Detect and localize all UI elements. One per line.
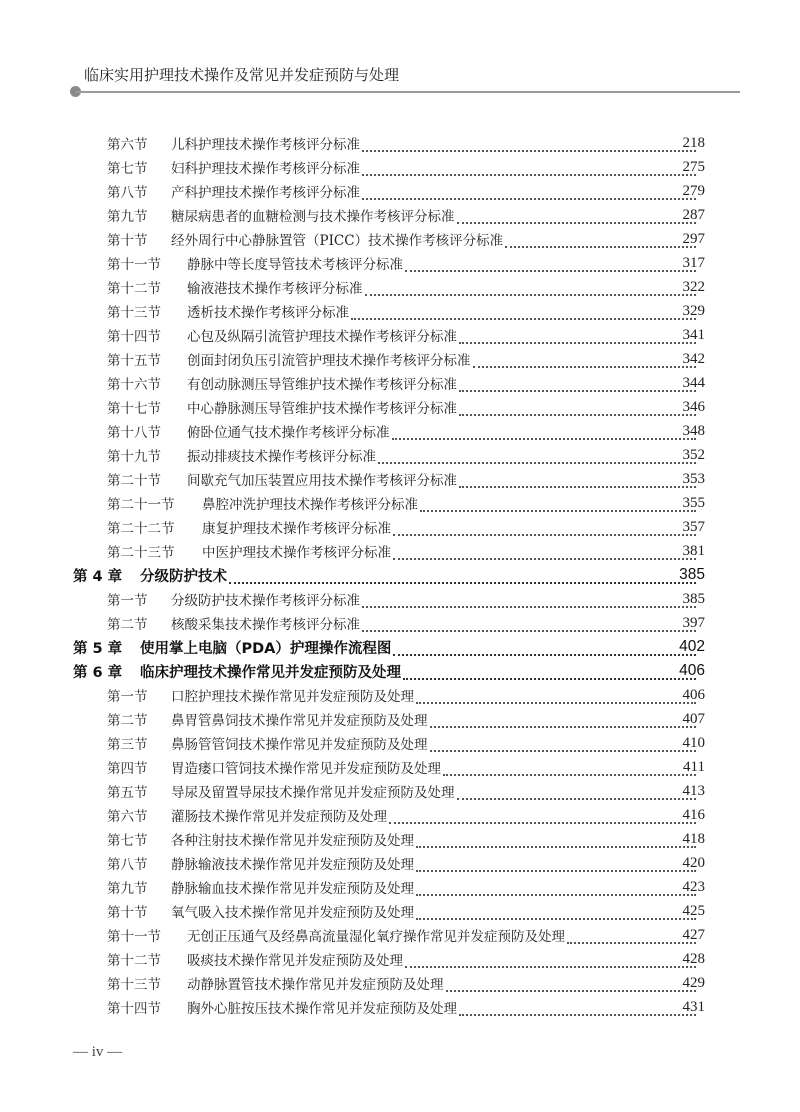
toc-entry-title: 有创动脉测压导管维护技术操作考核评分标准: [187, 377, 457, 393]
toc-entry-label: 第十二节: [107, 953, 161, 969]
dot-leader: [457, 788, 696, 800]
toc-entry-title: 氧气吸入技术操作常见并发症预防及处理: [171, 905, 414, 921]
toc-entry-title: 鼻腔冲洗护理技术操作考核评分标准: [202, 497, 418, 513]
toc-section-entry[interactable]: [0, 875, 800, 899]
toc-section-entry[interactable]: [0, 923, 800, 947]
dot-leader: [459, 380, 696, 392]
dot-leader: [393, 548, 696, 560]
toc-entry-label: 第七节: [107, 161, 148, 177]
toc-entry-title: 间歇充气加压装置应用技术操作考核评分标准: [187, 473, 457, 489]
dot-leader: [392, 428, 696, 440]
dot-leader: [403, 668, 696, 680]
dot-leader: [405, 956, 696, 968]
toc-entry-label: 第一节: [107, 593, 148, 609]
toc-entry-label: 第十二节: [107, 281, 161, 297]
toc-section-entry[interactable]: [0, 299, 800, 323]
toc-section-entry[interactable]: [0, 179, 800, 203]
dot-leader: [365, 284, 696, 296]
toc-entry-title: 胸外心脏按压技术操作常见并发症预防及处理: [187, 1001, 457, 1017]
toc-entry-title: 创面封闭负压引流管护理技术操作考核评分标准: [187, 353, 471, 369]
toc-entry-page-number: 218: [682, 134, 705, 151]
toc-entry-title: 中医护理技术操作考核评分标准: [202, 545, 391, 561]
toc-entry-label: 第一节: [107, 689, 148, 705]
toc-entry-title: 儿科护理技术操作考核评分标准: [171, 137, 360, 153]
toc-entry-title: 产科护理技术操作考核评分标准: [171, 185, 360, 201]
running-head-title: 临床实用护理技术操作及常见并发症预防与处理: [84, 66, 400, 84]
toc-section-entry[interactable]: [0, 443, 800, 467]
toc-entry-label: 第八节: [107, 185, 148, 201]
toc-section-entry[interactable]: [0, 371, 800, 395]
toc-entry-title: 无创正压通气及经鼻高流量湿化氧疗操作常见并发症预防及处理: [187, 929, 565, 945]
dot-leader: [362, 596, 696, 608]
toc-entry-page-number: 341: [682, 326, 705, 343]
toc-entry-title: 各种注射技术操作常见并发症预防及处理: [171, 833, 414, 849]
toc-entry-title: 静脉输液技术操作常见并发症预防及处理: [171, 857, 414, 873]
toc-entry-page-number: 406: [679, 662, 705, 679]
toc-entry-page-number: 431: [682, 998, 705, 1015]
toc-entry-title: 鼻胃管鼻饲技术操作常见并发症预防及处理: [171, 713, 428, 729]
toc-entry-label: 第三节: [107, 737, 148, 753]
toc-section-entry[interactable]: [0, 995, 800, 1019]
toc-section-entry[interactable]: [0, 827, 800, 851]
dot-leader: [567, 932, 696, 944]
toc-entry-title: 康复护理技术操作考核评分标准: [202, 521, 391, 537]
toc-entry-title: 经外周行中心静脉置管（PICC）技术操作考核评分标准: [171, 233, 504, 249]
toc-entry-page-number: 297: [682, 230, 705, 247]
toc-entry-label: 第二十二节: [107, 521, 175, 537]
toc-entry-page-number: 427: [682, 926, 705, 943]
toc-entry-label: 第十四节: [107, 329, 161, 345]
header-rule: [76, 91, 740, 93]
toc-entry-title: 吸痰技术操作常见并发症预防及处理: [187, 953, 403, 969]
toc-entry-label: 第四节: [107, 761, 148, 777]
toc-section-entry[interactable]: [0, 755, 800, 779]
toc-entry-title: 口腔护理技术操作常见并发症预防及处理: [171, 689, 414, 705]
toc-entry-page-number: 279: [682, 182, 705, 199]
toc-section-entry[interactable]: [0, 899, 800, 923]
toc-entry-label: 第 5 章: [73, 640, 123, 657]
dot-leader: [459, 404, 696, 416]
toc-entry-title: 动静脉置管技术操作常见并发症预防及处理: [187, 977, 444, 993]
toc-entry-label: 第 4 章: [73, 568, 123, 585]
toc-entry-page-number: 348: [682, 422, 705, 439]
toc-entry-label: 第二十一节: [107, 497, 175, 513]
toc-entry-title: 导尿及留置导尿技术操作常见并发症预防及处理: [171, 785, 455, 801]
toc-chapter-entry[interactable]: [0, 659, 800, 683]
toc-entry-page-number: 344: [682, 374, 705, 391]
dot-leader: [446, 980, 696, 992]
toc-section-entry[interactable]: [0, 395, 800, 419]
dot-leader: [362, 620, 696, 632]
toc-entry-page-number: 402: [679, 638, 705, 655]
toc-entry-label: 第六节: [107, 137, 148, 153]
toc-section-entry[interactable]: [0, 131, 800, 155]
dot-leader: [457, 212, 696, 224]
dot-leader: [351, 308, 696, 320]
dot-leader: [229, 572, 696, 584]
toc-entry-label: 第九节: [107, 209, 148, 225]
dot-leader: [393, 524, 696, 536]
toc-entry-page-number: 413: [682, 782, 705, 799]
toc-entry-page-number: 406: [682, 686, 705, 703]
toc-section-entry[interactable]: [0, 731, 800, 755]
toc-entry-label: 第十九节: [107, 449, 161, 465]
toc-section-entry[interactable]: [0, 275, 800, 299]
toc-entry-page-number: 346: [682, 398, 705, 415]
toc-entry-page-number: 355: [682, 494, 705, 511]
toc-section-entry[interactable]: [0, 971, 800, 995]
toc-entry-page-number: 352: [682, 446, 705, 463]
toc-entry-title: 振动排痰技术操作考核评分标准: [187, 449, 376, 465]
toc-entry-page-number: 322: [682, 278, 705, 295]
table-of-contents: [0, 131, 800, 1019]
toc-entry-page-number: 357: [682, 518, 705, 535]
toc-entry-label: 第十节: [107, 905, 148, 921]
toc-entry-label: 第十一节: [107, 929, 161, 945]
dot-leader: [473, 356, 696, 368]
toc-section-entry[interactable]: [0, 587, 800, 611]
toc-entry-title: 透析技术操作考核评分标准: [187, 305, 349, 321]
toc-entry-label: 第七节: [107, 833, 148, 849]
toc-section-entry[interactable]: [0, 947, 800, 971]
dot-leader: [416, 908, 696, 920]
toc-entry-page-number: 381: [682, 542, 705, 559]
toc-entry-title: 临床护理技术操作常见并发症预防及处理: [140, 664, 401, 681]
toc-section-entry[interactable]: [0, 203, 800, 227]
dot-leader: [430, 716, 696, 728]
toc-section-entry[interactable]: [0, 227, 800, 251]
toc-entry-page-number: 418: [682, 830, 705, 847]
toc-entry-page-number: 275: [682, 158, 705, 175]
toc-entry-label: 第十四节: [107, 1001, 161, 1017]
toc-section-entry[interactable]: [0, 491, 800, 515]
toc-section-entry[interactable]: [0, 683, 800, 707]
toc-entry-page-number: 407: [682, 710, 705, 727]
toc-entry-label: 第五节: [107, 785, 148, 801]
toc-entry-title: 分级防护技术: [140, 568, 227, 585]
dot-leader: [459, 1004, 696, 1016]
toc-section-entry[interactable]: [0, 803, 800, 827]
toc-entry-title: 静脉输血技术操作常见并发症预防及处理: [171, 881, 414, 897]
dot-leader: [405, 260, 696, 272]
dot-leader: [393, 644, 696, 656]
toc-entry-title: 中心静脉测压导管维护技术操作考核评分标准: [187, 401, 457, 417]
toc-entry-page-number: 428: [682, 950, 705, 967]
dot-leader: [459, 476, 696, 488]
toc-section-entry[interactable]: [0, 467, 800, 491]
toc-entry-label: 第八节: [107, 857, 148, 873]
toc-section-entry[interactable]: [0, 347, 800, 371]
toc-entry-page-number: 397: [682, 614, 705, 631]
dot-leader: [416, 692, 696, 704]
dot-leader: [416, 860, 696, 872]
toc-section-entry[interactable]: [0, 611, 800, 635]
toc-section-entry[interactable]: [0, 515, 800, 539]
toc-entry-label: 第二节: [107, 713, 148, 729]
toc-chapter-entry[interactable]: [0, 635, 800, 659]
toc-entry-label: 第二十三节: [107, 545, 175, 561]
page-number-folio: — iv —: [73, 1044, 123, 1060]
toc-section-entry[interactable]: [0, 155, 800, 179]
dot-leader: [430, 740, 696, 752]
toc-entry-title: 静脉中等长度导管技术考核评分标准: [187, 257, 403, 273]
toc-entry-title: 使用掌上电脑（PDA）护理操作流程图: [140, 640, 392, 657]
dot-leader: [416, 836, 696, 848]
toc-entry-title: 心包及纵隔引流管护理技术操作考核评分标准: [187, 329, 457, 345]
toc-entry-label: 第十一节: [107, 257, 161, 273]
toc-entry-page-number: 429: [682, 974, 705, 991]
toc-entry-page-number: 329: [682, 302, 705, 319]
toc-section-entry[interactable]: [0, 707, 800, 731]
dot-leader: [389, 812, 696, 824]
toc-section-entry[interactable]: [0, 851, 800, 875]
toc-section-entry[interactable]: [0, 419, 800, 443]
dot-leader: [362, 140, 696, 152]
toc-entry-page-number: 287: [682, 206, 705, 223]
toc-entry-title: 糖尿病患者的血糖检测与技术操作考核评分标准: [171, 209, 455, 225]
dot-leader: [378, 452, 696, 464]
toc-entry-label: 第十三节: [107, 305, 161, 321]
toc-entry-title: 核酸采集技术操作考核评分标准: [171, 617, 360, 633]
toc-entry-label: 第六节: [107, 809, 148, 825]
toc-entry-page-number: 353: [682, 470, 705, 487]
toc-entry-label: 第二十节: [107, 473, 161, 489]
toc-chapter-entry[interactable]: [0, 563, 800, 587]
toc-entry-page-number: 342: [682, 350, 705, 367]
toc-entry-title: 鼻肠管管饲技术操作常见并发症预防及处理: [171, 737, 428, 753]
toc-entry-label: 第 6 章: [73, 664, 123, 681]
toc-section-entry[interactable]: [0, 779, 800, 803]
dot-leader: [362, 164, 696, 176]
toc-entry-page-number: 416: [682, 806, 705, 823]
dot-leader: [362, 188, 696, 200]
dot-leader: [416, 884, 696, 896]
toc-entry-label: 第十八节: [107, 425, 161, 441]
toc-entry-label: 第十七节: [107, 401, 161, 417]
dot-leader: [459, 332, 696, 344]
toc-entry-title: 灌肠技术操作常见并发症预防及处理: [171, 809, 387, 825]
toc-entry-page-number: 317: [682, 254, 705, 271]
toc-entry-page-number: 425: [682, 902, 705, 919]
toc-entry-title: 妇科护理技术操作考核评分标准: [171, 161, 360, 177]
toc-entry-page-number: 423: [682, 878, 705, 895]
toc-entry-label: 第十五节: [107, 353, 161, 369]
toc-section-entry[interactable]: [0, 539, 800, 563]
toc-entry-title: 分级防护技术操作考核评分标准: [171, 593, 360, 609]
dot-leader: [505, 236, 696, 248]
toc-entry-title: 胃造瘘口管饲技术操作常见并发症预防及处理: [171, 761, 441, 777]
dot-leader: [443, 764, 696, 776]
toc-section-entry[interactable]: [0, 251, 800, 275]
dot-leader: [420, 500, 696, 512]
toc-entry-page-number: 385: [679, 566, 705, 583]
toc-entry-label: 第十三节: [107, 977, 161, 993]
toc-entry-label: 第九节: [107, 881, 148, 897]
toc-entry-page-number: 410: [682, 734, 705, 751]
toc-entry-label: 第十六节: [107, 377, 161, 393]
toc-section-entry[interactable]: [0, 323, 800, 347]
toc-entry-page-number: 385: [682, 590, 705, 607]
toc-entry-page-number: 411: [683, 758, 705, 775]
toc-entry-label: 第二节: [107, 617, 148, 633]
toc-entry-label: 第十节: [107, 233, 148, 249]
toc-entry-title: 俯卧位通气技术操作考核评分标准: [187, 425, 390, 441]
toc-entry-title: 输液港技术操作考核评分标准: [187, 281, 363, 297]
toc-entry-page-number: 420: [682, 854, 705, 871]
